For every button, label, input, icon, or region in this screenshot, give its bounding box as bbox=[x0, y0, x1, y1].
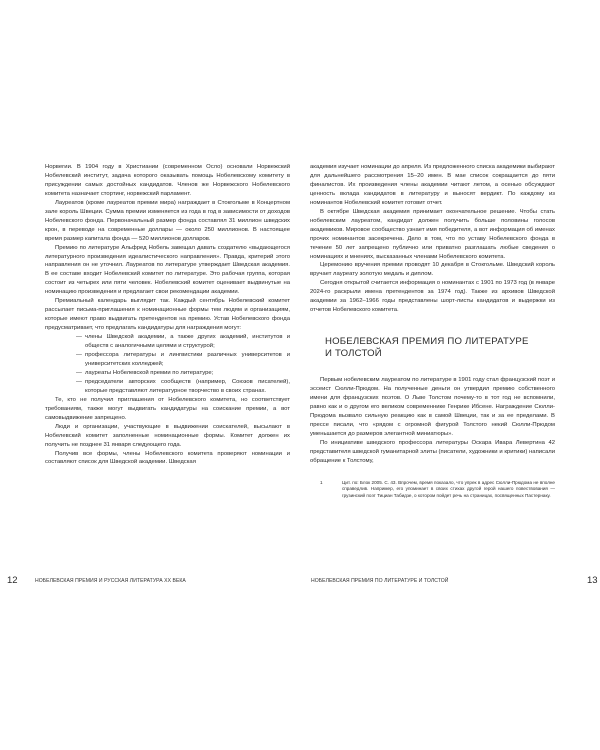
right-text-column bbox=[310, 163, 555, 500]
list-item: — лауреаты Нобелевской премии по литературе; bbox=[85, 369, 290, 378]
left-page-footer bbox=[7, 575, 305, 595]
paragraph: Получив все формы, члены Нобелевского комитета проверяют номинации и составляют список для Шведской академии. Шведская bbox=[45, 450, 290, 466]
right-page-footer bbox=[310, 575, 598, 595]
paragraph: Первым нобелевским лауреатом по литературе в 1901 году стал французский поэт и эссеист Сюлли-Прюдом. На полученные деньги он утвердил премию собственного имени для французских поэтов. О Льве Толстом почему-то в тот год не вспомнили, равно как и о другом его великом современнике Генрике Ибсене. Награждение Сюлли-Прюдома вызвало сильную реакцию как в самой Швеции, так и за ее пределами. В прессе писали, что «рядом с огромной фигурой Толстого некий Сюлли-Прюдом уменьшается до размеров элегантной миниатюры». bbox=[310, 377, 555, 437]
list-item: — члены Шведской академии, а также других академий, институтов и обществ с аналогичными целями и структурой; bbox=[85, 333, 290, 351]
list-item: — председатели авторских сообществ (например, Союзов писателей), которые представляют литературное творчество в своих странах. bbox=[85, 378, 290, 396]
paragraph: Сегодня открытой считается информация о номинантах с 1901 по 1973 год (в январе 2024-го раскрыли имена претендентов за 1974 год). Также из архивов Шведской академии за 1962–1966 годы представлены шорт-листы кандидатов и выдержки из отчетов Нобелевского комитета. bbox=[310, 280, 555, 314]
paragraph: Те, кто не получил приглашения от Нобелевского комитета, но соответствует требованиям, также могут выдвигать кандидатуры на соискание премии, а вот самовыдвижение запрещено. bbox=[45, 396, 290, 421]
footnote-text: Цит. по: Блок 2005. С. 43. Впрочем, время показало, что упрек в адрес Сюлли-Прюдома не вполне справедлив. Например, его упоминает в своих стихах другой герой нашего повествования — грузинский поэт Тициан Табидзе, о котором пойдет речь на страницах, посвященных Пастернаку. bbox=[342, 479, 555, 498]
list-item: — профессора литературы и лингвистики различных университетов и университетских колледжей; bbox=[85, 351, 290, 369]
paragraph: Церемонию вручения премии проводят 10 декабря в Стокгольме. Шведский король вручает лауреату золотую медаль и диплом. bbox=[310, 262, 555, 278]
paragraph: В октябре Шведская академия принимает окончательное решение. Чтобы стать нобелевским лауреатом, кандидат должен получить больше половины голосов академиков. Мировое сообщество узнает имя победителя, а вот информация об именах прочих номинантов засекречена. Дело в том, что по уставу Нобелевского фонда в течение 50 лет запрещено публично или приватно разглашать любые сведения о номинациях и мнениях, высказанных членами Нобелевского комитета. bbox=[310, 208, 555, 260]
paragraph: Премиальный календарь выглядит так. Каждый сентябрь Нобелевский комитет рассылает письма-приглашения к номинационные формы тем людям и организациям, которые имеют право выдвигать претендентов на премию. Устав Нобелевского фонда предусматривает, что предлагать кандидатуры для награждения могут: bbox=[45, 298, 290, 332]
paragraph: Люди и организации, участвующие в выдвижении соискателей, высылают в Нобелевский комитет заполненные номинационные формы. Комитет должен их получить не позднее 31 января следующего года. bbox=[45, 423, 290, 448]
paragraph: Премию по литературе Альфред Нобель завещал давать создателю «выдающегося литературного произведения идеалистического направления». Правда, критерий этого направления он не уточнил. Лауреатов по литературе утверждает Шведская академия. В ее составе входит Нобелевский комитет по литературе. Это рабочая группа, которая состоит из четырех или пяти человек. Нобелевский комитет оценивает выдвинутые на номинацию произведения и предлагает свои рекомендации академии. bbox=[45, 244, 290, 296]
left-text-column bbox=[45, 163, 290, 467]
paragraph: Норвегии. В 1904 году в Христиании (современном Осло) основали Норвежский Нобелевский институт, задача которого оказывать помощь Нобелевскому комитету в присуждении самых достойных кандидатов. Членов же Норвежского Нобелевского комитета назначает стортинг, норвежский парламент. bbox=[45, 164, 290, 197]
page-number: 12 bbox=[7, 575, 18, 586]
section-title-line: НОБЕЛЕВСКАЯ ПРЕМИЯ ПО ЛИТЕРАТУРЕ bbox=[325, 336, 529, 348]
eligible-nominators-list bbox=[45, 333, 290, 396]
section-title bbox=[325, 336, 555, 359]
page-number: 13 bbox=[587, 575, 598, 586]
footnote-number: 1 bbox=[320, 479, 323, 485]
paragraph: академия изучает номинации до апреля. Из предложенного списка академики выбирают для дальнейшего рассмотрения 15–20 имен. В мае список сокращается до пяти финалистов. Их произведения члены академии читают летом, а осенью обсуждают ценность вклада кандидатов в литературу и выносят вердикт. По каждому из номинантов Нобелевский комитет готовит отчет. bbox=[310, 164, 555, 206]
section-title-line: И ТОЛСТОЙ bbox=[325, 347, 382, 359]
footnote bbox=[310, 480, 555, 500]
paragraph: Лауреатов (кроме лауреатов премии мира) награждает в Стокгольме в Концертном зале король Швеции. Сумма премии изменяется из года в год в зависимости от доходов Нобелевского фонда. Первоначальный размер фонда составлял 31 миллион шведских крон, в переводе на современные доллары — около 250 миллионов. В настоящее время размер капитала фонда — 520 миллионов долларов. bbox=[45, 199, 290, 242]
running-head: НОБЕЛЕВСКАЯ ПРЕМИЯ И РУССКАЯ ЛИТЕРАТУРА XX ВЕКА bbox=[35, 578, 186, 584]
paragraph: По инициативе шведского профессора литературы Оскара Ивара Левертина 42 представителя шведской гуманитарной элиты (писатели, художники и критики) написали обращение к Толстому, bbox=[310, 439, 555, 464]
running-head: НОБЕЛЕВСКАЯ ПРЕМИЯ ПО ЛИТЕРАТУРЕ И ТОЛСТОЙ bbox=[311, 578, 449, 584]
right-page bbox=[300, 0, 600, 750]
